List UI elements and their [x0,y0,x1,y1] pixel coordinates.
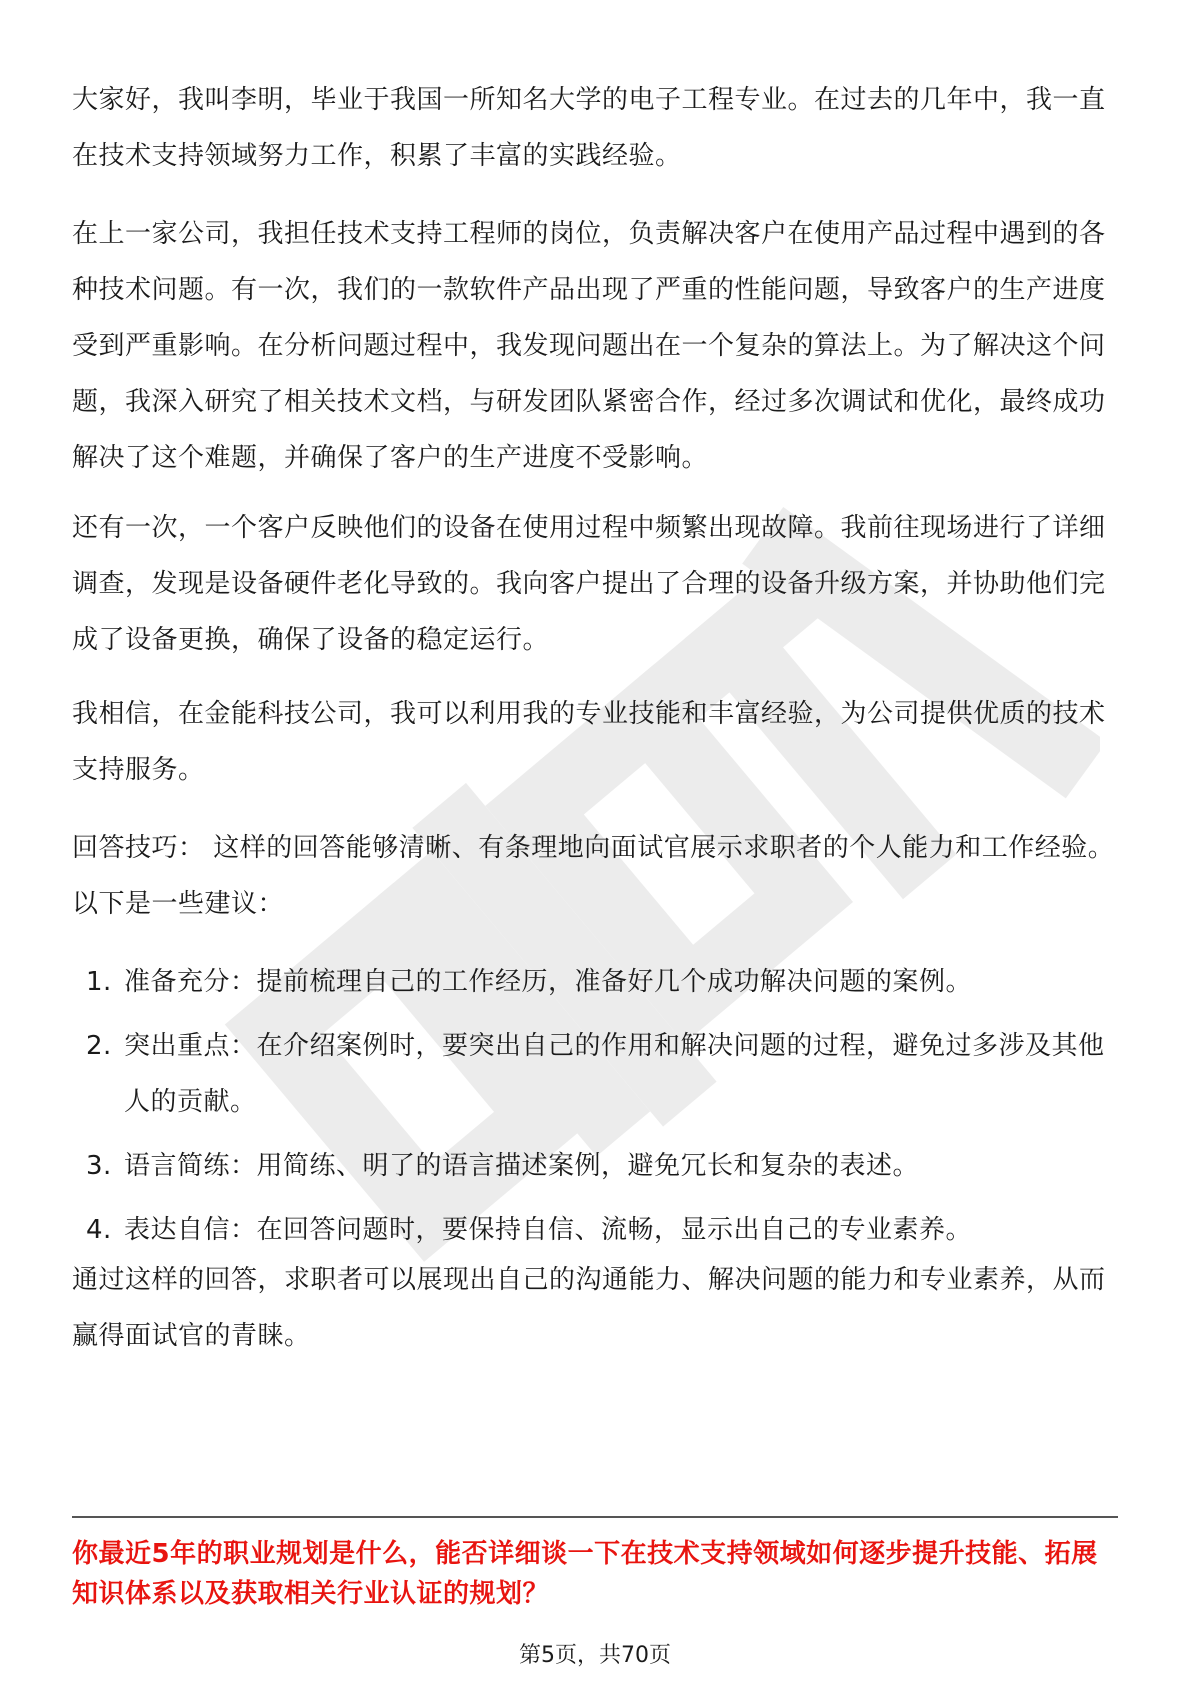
list-number: 4. [86,1215,112,1245]
answer-tips-paragraph: 回答技巧： 这样的回答能够清晰、有条理地向面试官展示求职者的个人能力和工作经验。以下是一些建议： [72,833,1115,919]
second-case-paragraph: 还有一次，一个客户反映他们的设备在使用过程中频繁出现故障。我前往现场进行了详细调查，发现是设备硬件老化导致的。我向客户提出了合理的设备升级方案，并协助他们完成了设备更换，确保了设备的稳定运行。 [72,513,1106,655]
tips-list [72,954,1118,1266]
page-footer: 第5页，共70页 [519,1643,671,1668]
list-number: 2. [86,1031,112,1061]
list-text: 突出重点：在介绍案例时，要突出自己的作用和解决问题的过程，避免过多涉及其他人的贡献。 [124,1031,1105,1117]
list-item [72,1138,1118,1194]
list-item [72,954,1118,1010]
section-divider [72,1516,1118,1518]
next-question-heading: 你最近5年的职业规划是什么，能否详细谈一下在技术支持领域如何逐步提升技能、拓展知识体系以及获取相关行业认证的规划？ [72,1539,1098,1609]
experience-paragraph: 在上一家公司，我担任技术支持工程师的岗位，负责解决客户在使用产品过程中遇到的各种技术问题。有一次，我们的一款软件产品出现了严重的性能问题，导致客户的生产进度受到严重影响。在分析问题过程中，我发现问题出在一个复杂的算法上。为了解决这个问题，我深入研究了相关技术文档，与研发团队紧密合作，经过多次调试和优化，最终成功解决了这个难题，并确保了客户的生产进度不受影响。 [72,219,1106,473]
list-text: 语言简练：用简练、明了的语言描述案例，避免冗长和复杂的表述。 [124,1151,920,1181]
list-item [72,1202,1118,1258]
list-number: 3. [86,1151,112,1181]
list-text: 表达自信：在回答问题时，要保持自信、流畅，显示出自己的专业素养。 [124,1215,973,1245]
conclusion-paragraph: 通过这样的回答，求职者可以展现出自己的沟通能力、解决问题的能力和专业素养，从而赢得面试官的青睐。 [72,1265,1106,1351]
list-text: 准备充分：提前梳理自己的工作经历，准备好几个成功解决问题的案例。 [124,967,973,997]
intro-paragraph: 大家好，我叫李明，毕业于我国一所知名大学的电子工程专业。在过去的几年中，我一直在技术支持领域努力工作，积累了丰富的实践经验。 [72,85,1106,171]
list-item [72,1018,1118,1130]
list-number: 1. [86,967,112,997]
closing-statement-paragraph: 我相信，在金能科技公司，我可以利用我的专业技能和丰富经验，为公司提供优质的技术支持服务。 [72,699,1106,785]
